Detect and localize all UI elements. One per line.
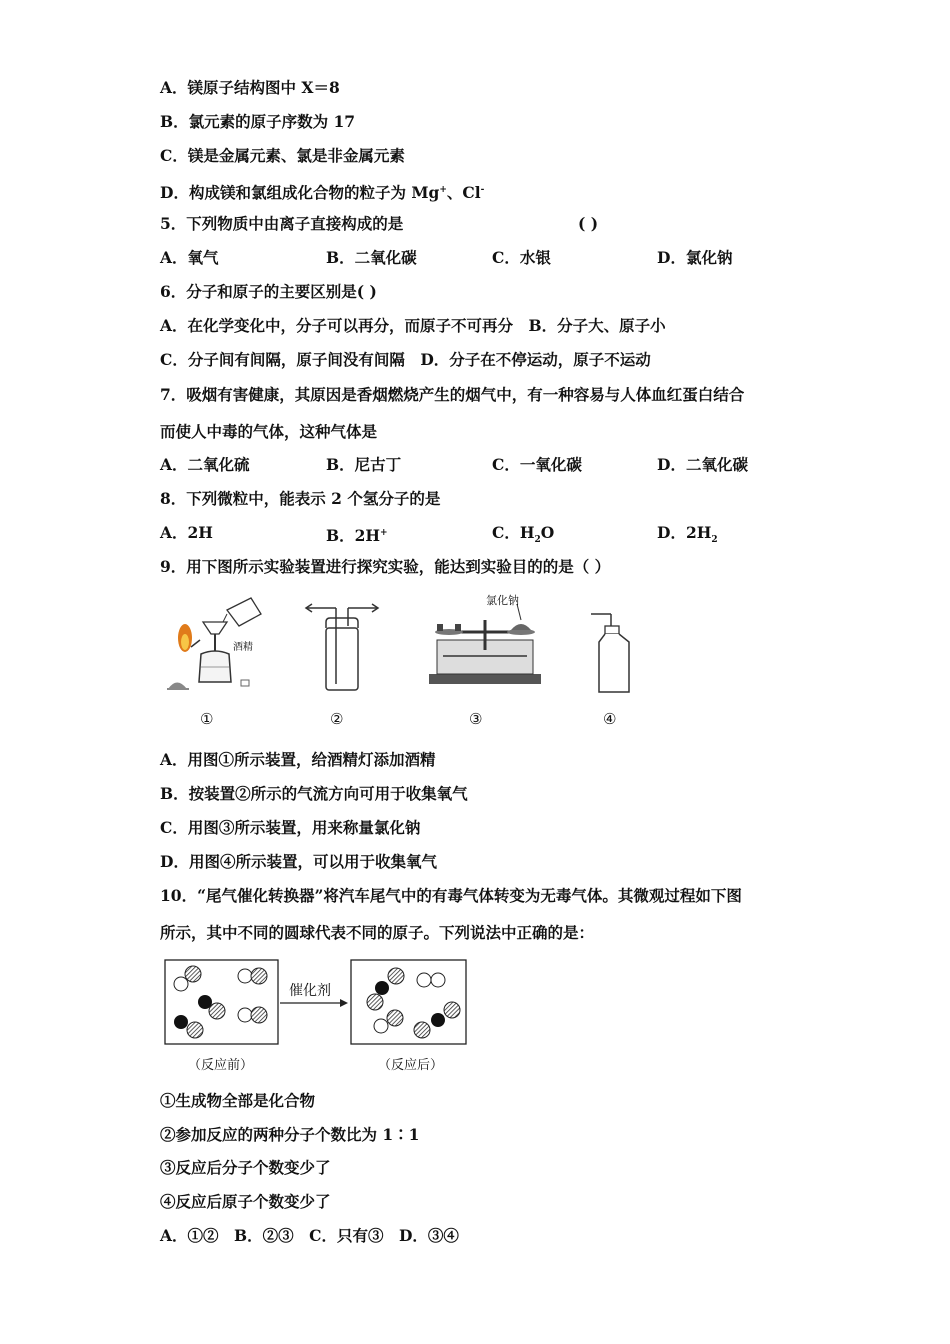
q5-paren: ( ) xyxy=(578,214,599,233)
reaction-diagram xyxy=(160,955,470,1050)
q10-stem-2: 所示，其中不同的圆球代表不同的原子。下列说法中正确的是： xyxy=(160,923,595,942)
collection-bottle-figure xyxy=(585,606,645,698)
q8-option-b: B．2H+ xyxy=(326,526,388,546)
q10-statement-3: ③反应后分子个数变少了 xyxy=(160,1158,331,1177)
q10-statement-4: ④反应后原子个数变少了 xyxy=(160,1192,331,1211)
q6-options-line2: C．分子间有间隔，原子间没有间隔 D．分子在不停运动，原子不运动 xyxy=(160,350,651,369)
q10-statement-1: ①生成物全部是化合物 xyxy=(160,1091,316,1110)
q9-option-d: D．用图④所示装置，可以用于收集氧气 xyxy=(160,852,437,871)
q6-options-line1: A．在化学变化中，分子可以再分，而原子不可再分 B．分子大、原子小 xyxy=(160,316,666,335)
q9-option-b: B．按装置②所示的气流方向可用于收集氧气 xyxy=(160,784,468,803)
q7-stem-1: 7．吸烟有害健康，其原因是香烟燃烧产生的烟气中，有一种容易与人体血红蛋白结合 xyxy=(160,385,745,404)
q4-option-b: B．氯元素的原子序数为 17 xyxy=(160,112,356,131)
fig-label-2: ② xyxy=(330,710,344,728)
fig-label-1: ① xyxy=(200,710,214,728)
q5-option-a: A．氧气 xyxy=(160,248,219,267)
nacl-text: 氯化钠 xyxy=(486,594,519,607)
q4-option-d: D．构成镁和氯组成化合物的粒子为 Mg+、Cl- xyxy=(160,183,485,203)
q5-option-c: C．水银 xyxy=(492,248,551,267)
alcohol-text: 酒精 xyxy=(233,642,253,653)
fig-label-4: ④ xyxy=(603,710,617,728)
q5-option-b: B．二氧化碳 xyxy=(326,248,417,267)
q7-stem-2: 而使人中毒的气体，这种气体是 xyxy=(160,422,378,441)
q4-option-a: A．镁原子结构图中 X＝8 xyxy=(160,78,340,97)
q5-stem: 5．下列物质中由离子直接构成的是 xyxy=(160,214,404,233)
q9-option-a: A．用图①所示装置，给酒精灯添加酒精 xyxy=(160,750,436,769)
q10-statement-2: ②参加反应的两种分子个数比为 1∶1 xyxy=(160,1125,420,1144)
q7-option-a: A．二氧化硫 xyxy=(160,455,250,474)
q8-option-d: D．$2H_2$ xyxy=(657,523,718,546)
catalyst-label: 催化剂 xyxy=(289,983,331,999)
q7-option-d: D．二氧化碳 xyxy=(657,455,748,474)
q9-option-c: C．用图③所示装置，用来称量氯化钠 xyxy=(160,818,421,837)
q7-option-b: B．尼古丁 xyxy=(326,455,402,474)
fig-label-3: ③ xyxy=(469,710,483,728)
q8-option-c: C．$H_2O$ xyxy=(492,523,555,546)
balance-figure xyxy=(425,590,545,696)
q9-stem: 9．用下图所示实验装置进行探究实验，能达到实验目的的是（ ） xyxy=(160,557,611,576)
q7-option-c: C．一氧化碳 xyxy=(492,455,582,474)
q6-stem: 6．分子和原子的主要区别是( ) xyxy=(160,282,377,301)
before-caption: （反应前） xyxy=(188,1058,254,1073)
q4-option-c: C．镁是金属元素、氯是非金属元素 xyxy=(160,146,405,165)
q10-stem-1: 10．“尾气催化转换器”将汽车尾气中的有毒气体转变为无毒气体。其微观过程如下图 xyxy=(160,886,742,905)
gas-bottle-figure xyxy=(298,600,388,696)
q10-answer-options: A．①② B．②③ C．只有③ D．③④ xyxy=(160,1226,459,1245)
after-caption: （反应后） xyxy=(378,1058,444,1073)
q5-option-d: D．氯化钠 xyxy=(657,248,733,267)
q8-stem: 8．下列微粒中，能表示 2 个氢分子的是 xyxy=(160,489,441,508)
q8-option-a: A．2H xyxy=(160,523,213,542)
